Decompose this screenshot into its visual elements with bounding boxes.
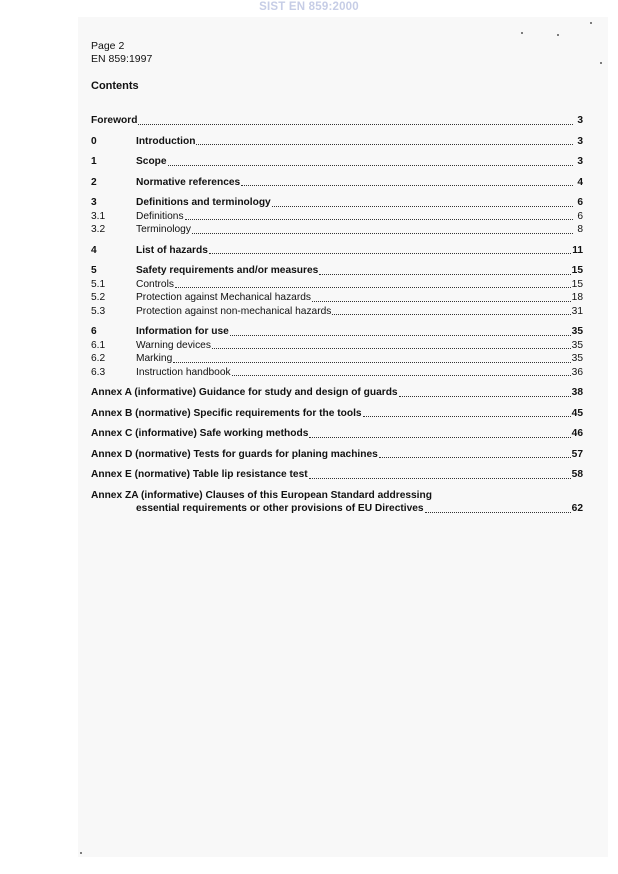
toc-leader-dots [209, 253, 571, 254]
toc-leader-dots [425, 512, 571, 513]
toc-entry [91, 468, 583, 482]
toc-entry-title: Definitions [136, 210, 184, 222]
toc-entry-title: Normative references [136, 176, 241, 188]
toc-entry [91, 366, 583, 380]
toc-leader-dots [196, 144, 573, 145]
toc-entry-annex-za [91, 489, 583, 503]
toc-entry-title: Warning devices [136, 339, 211, 351]
toc-gap [91, 128, 583, 135]
toc-entry-page: 62 [571, 503, 583, 514]
toc-entry-title: essential requirements or other provisions of EU Directives [136, 503, 424, 514]
toc-entry-page: 3 [577, 156, 583, 167]
toc-gap [91, 420, 583, 427]
scan-speck [600, 62, 602, 64]
toc-leader-dots [241, 185, 573, 186]
toc-entry [91, 223, 583, 237]
toc-entry [91, 386, 583, 400]
toc-entry-page: 46 [571, 428, 583, 439]
toc-entry-title: Annex E (normative) Table lip resistance test [91, 469, 308, 480]
page-header [91, 40, 152, 65]
toc-entry-page: 3 [577, 135, 583, 147]
toc-entry-title: Annex D (normative) Tests for guards for planing machines [91, 448, 378, 460]
toc-entry [91, 305, 583, 319]
toc-leader-dots [212, 348, 571, 349]
toc-entry [91, 155, 583, 169]
toc-entry [91, 448, 583, 462]
toc-entry-page: 45 [571, 407, 583, 419]
toc-gap [91, 482, 583, 489]
toc-gap [91, 379, 583, 386]
toc-entry-number: 5.1 [91, 278, 106, 290]
toc-entry-title: Protection against non-mechanical hazards [136, 305, 332, 317]
toc-entry-title: Annex ZA (informative) Clauses of this European Standard addressing [91, 489, 432, 501]
toc-entry [91, 352, 583, 366]
toc-entry [91, 244, 583, 258]
toc-leader-dots [332, 314, 570, 315]
toc-entry-number: 3.2 [91, 224, 106, 235]
table-of-contents [91, 114, 583, 516]
contents-heading: Contents [91, 80, 139, 92]
toc-entry [91, 196, 583, 210]
toc-entry-title: Information for use [136, 326, 229, 337]
toc-entry-title: Foreword [91, 115, 138, 126]
toc-entry-number: 6 [91, 326, 97, 337]
toc-leader-dots [363, 416, 571, 417]
toc-entry-title: Annex C (informative) Safe working methods [91, 428, 309, 439]
toc-leader-dots [309, 478, 571, 479]
toc-entry [91, 210, 583, 224]
scan-speck [521, 32, 523, 34]
toc-entry-number: 2 [91, 176, 97, 188]
toc-entry-number: 1 [91, 156, 97, 167]
toc-entry-number: 4 [91, 244, 97, 256]
toc-entry-title: Terminology [136, 224, 191, 235]
toc-leader-dots [192, 233, 573, 234]
toc-entry-number: 6.2 [91, 353, 106, 364]
toc-entry [91, 407, 583, 421]
toc-leader-dots [319, 274, 570, 275]
toc-entry-page: 3 [577, 115, 583, 126]
toc-gap [91, 461, 583, 468]
toc-entry [91, 325, 583, 339]
toc-leader-dots [272, 206, 573, 207]
toc-entry-number: 5 [91, 265, 97, 276]
toc-entry [91, 427, 583, 441]
toc-entry-title: Instruction handbook [136, 366, 231, 378]
toc-entry-page: 11 [572, 244, 583, 256]
toc-gap [91, 318, 583, 325]
toc-entry-page: 35 [571, 339, 583, 351]
toc-entry-page: 38 [571, 387, 583, 398]
toc-leader-dots [175, 287, 571, 288]
toc-entry-page: 4 [577, 176, 583, 188]
toc-entry-number: 6.1 [91, 339, 106, 351]
toc-entry [91, 264, 583, 278]
toc-entry-page: 15 [571, 278, 583, 290]
toc-leader-dots [173, 362, 570, 363]
toc-gap [91, 237, 583, 244]
scan-speck [590, 22, 592, 24]
watermark: SIST EN 859:2000 [259, 1, 359, 13]
toc-entry [91, 291, 583, 305]
toc-gap [91, 189, 583, 196]
toc-entry-page: 8 [577, 224, 583, 235]
toc-entry-page: 15 [571, 265, 583, 276]
toc-gap [91, 148, 583, 155]
toc-entry [91, 278, 583, 292]
scan-speck [80, 852, 82, 854]
toc-gap [91, 169, 583, 176]
toc-entry-page: 35 [571, 353, 583, 364]
toc-gap [91, 400, 583, 407]
toc-entry-title: List of hazards [136, 244, 208, 256]
toc-entry-number: 6.3 [91, 366, 106, 378]
toc-entry-title: Scope [136, 156, 167, 167]
toc-leader-dots [230, 335, 571, 336]
toc-leader-dots [138, 124, 573, 125]
toc-leader-dots [379, 457, 571, 458]
toc-entry-title: Marking [136, 353, 173, 364]
page-number: Page 2 [91, 40, 125, 52]
toc-entry-page: 58 [571, 469, 583, 480]
toc-entry-number: 0 [91, 135, 97, 147]
toc-leader-dots [168, 165, 573, 166]
toc-entry-number: 3 [91, 197, 97, 208]
toc-entry-title: Definitions and terminology [136, 197, 271, 208]
toc-entry [91, 339, 583, 353]
scan-speck [557, 34, 559, 36]
toc-entry-number: 3.1 [91, 210, 106, 222]
standard-number: EN 859:1997 [91, 52, 153, 65]
toc-entry-number: 5.2 [91, 292, 106, 303]
toc-entry [91, 176, 583, 190]
toc-entry-page: 6 [577, 197, 583, 208]
toc-entry-title: Annex B (normative) Specific requirements for the tools [91, 407, 362, 419]
toc-gap [91, 257, 583, 264]
toc-entry-page: 6 [577, 210, 583, 222]
toc-entry-title: Safety requirements and/or measures [136, 265, 319, 276]
toc-leader-dots [399, 396, 571, 397]
toc-entry-annex-za-cont [91, 502, 583, 516]
toc-entry-page: 36 [571, 366, 583, 378]
toc-leader-dots [185, 219, 573, 220]
toc-entry-page: 31 [571, 305, 583, 317]
toc-entry-title: Protection against Mechanical hazards [136, 292, 311, 303]
toc-entry-page: 35 [571, 326, 583, 337]
toc-leader-dots [312, 301, 571, 302]
toc-leader-dots [232, 375, 571, 376]
toc-entry [91, 114, 583, 128]
toc-entry [91, 135, 583, 149]
toc-leader-dots [309, 437, 570, 438]
toc-entry-page: 57 [571, 448, 583, 460]
toc-entry-page: 18 [571, 292, 583, 303]
toc-entry-title: Controls [136, 278, 174, 290]
toc-entry-number: 5.3 [91, 305, 106, 317]
toc-entry-title: Annex A (informative) Guidance for study and design of guards [91, 387, 398, 398]
toc-entry-title: Introduction [136, 135, 196, 147]
toc-gap [91, 441, 583, 448]
